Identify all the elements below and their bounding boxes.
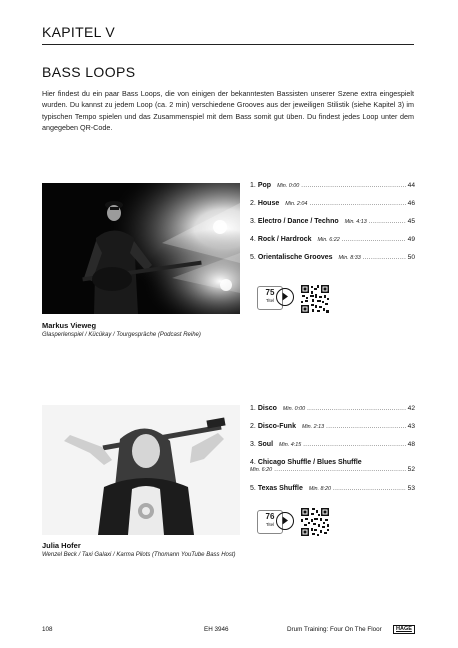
track-list: [250, 182, 415, 272]
leader-dots: [309, 201, 405, 207]
portrait-photo-illustration: [42, 405, 240, 535]
track-number: 2.: [250, 200, 256, 207]
track-page: 49: [407, 236, 415, 243]
track-number: 4.: [250, 236, 256, 243]
leader-dots: [326, 424, 406, 430]
track-timestamp: Min. 4:13: [344, 219, 367, 225]
track-number: 5.: [250, 485, 256, 492]
track-timestamp: Min. 4:15: [279, 442, 302, 448]
track-count: 76: [265, 512, 275, 521]
track-title: Texas Shuffle: [257, 485, 303, 492]
bassist-name: Julia Hofer: [42, 541, 81, 550]
track-title: Disco-Funk: [257, 423, 296, 430]
leader-dots: [369, 219, 406, 225]
track-item[interactable]: [250, 218, 415, 236]
play-icon[interactable]: [276, 512, 294, 530]
track-title: Pop: [257, 182, 272, 189]
concert-photo-illustration: [42, 183, 240, 314]
track-title: Electro / Dance / Techno: [257, 218, 339, 225]
track-page: 44: [407, 182, 415, 189]
track-page: 45: [407, 218, 415, 225]
track-number: 3.: [250, 441, 256, 448]
track-number: 5.: [250, 254, 256, 261]
track-item[interactable]: [250, 236, 415, 254]
leader-dots: [333, 486, 406, 492]
track-page: 50: [407, 254, 415, 261]
publisher-logo: HAGE: [393, 625, 415, 634]
leader-dots: [363, 255, 406, 261]
bassist-name: Markus Vieweg: [42, 321, 97, 330]
track-page: 42: [407, 405, 415, 412]
section-title: BASS LOOPS: [42, 64, 136, 80]
track-item[interactable]: [250, 200, 415, 218]
play-icon[interactable]: [276, 288, 294, 306]
track-item[interactable]: [250, 459, 415, 485]
qr-code-icon[interactable]: [300, 284, 330, 314]
book-title: Drum Training: Four On The Floor: [287, 626, 382, 633]
track-title: Orientalische Grooves: [257, 254, 333, 261]
track-timestamp: Min. 8:33: [338, 255, 361, 261]
track-item[interactable]: [250, 405, 415, 423]
bassist-bands: Wenzel Beck / Taxi Galaxi / Karma Pilots (Thomann YouTube Bass Host): [42, 552, 236, 558]
leader-dots: [274, 467, 405, 473]
track-title: Rock / Hardrock: [257, 236, 312, 243]
track-list: [250, 405, 415, 503]
track-number: 2.: [250, 423, 256, 430]
track-page: 48: [407, 441, 415, 448]
track-title: House: [257, 200, 280, 207]
intro-paragraph: Hier findest du ein paar Bass Loops, die von einigen der bekanntesten Bassisten unserer Szene extra eingespielt wurden. Du kannst zu jedem Loop (ca. 2 min) verschiedene Grooves aus der jeweiligen Stilistik (siehe Kapitel 3) im typischen Tempo spielen und das Zusammenspiel mit dem Bass somit gut üben. Du findest jedes Loop unter dem angegeben QR-Code.: [42, 89, 414, 132]
track-title: Chicago Shuffle / Blues Shuffle: [257, 459, 362, 466]
track-item[interactable]: [250, 485, 415, 503]
page-number: 108: [42, 626, 53, 633]
chapter-heading: KAPITEL V: [42, 24, 115, 40]
track-page: 52: [407, 466, 415, 473]
track-timestamp: Min. 6:22: [317, 237, 340, 243]
bassist-bands: Glasperlenspiel / Kücükay / Tourgespräche (Podcast Reihe): [42, 332, 201, 338]
track-number: 1.: [250, 405, 256, 412]
track-count: 75: [265, 288, 275, 297]
track-page: 43: [407, 423, 415, 430]
track-title: Disco: [257, 405, 277, 412]
track-timestamp: Min. 0:00: [282, 406, 306, 412]
track-number: 3.: [250, 218, 256, 225]
track-timestamp: Min. 8:20: [308, 486, 332, 492]
track-timestamp: Min. 6:20: [250, 467, 273, 473]
leader-dots: [303, 442, 405, 448]
leader-dots: [342, 237, 406, 243]
chapter-divider: [42, 44, 414, 45]
track-count-label: Titel: [265, 522, 275, 527]
track-item[interactable]: [250, 254, 415, 272]
track-title: Soul: [257, 441, 274, 448]
bassist-photo-markus: [42, 183, 240, 314]
bassist-photo-julia: [42, 405, 240, 535]
edition-code: EH 3946: [204, 626, 229, 633]
track-page: 53: [407, 485, 415, 492]
leader-dots: [307, 406, 406, 412]
track-timestamp: Min. 2:04: [285, 201, 308, 207]
track-number: 1.: [250, 182, 256, 189]
track-item[interactable]: [250, 423, 415, 441]
leader-dots: [301, 183, 405, 189]
qr-code-icon[interactable]: [300, 507, 330, 537]
track-item[interactable]: [250, 182, 415, 200]
track-count-label: Titel: [265, 298, 275, 303]
track-timestamp: Min. 2:13: [301, 424, 325, 430]
track-number: 4.: [250, 459, 256, 466]
track-item[interactable]: [250, 441, 415, 459]
track-page: 46: [407, 200, 415, 207]
track-timestamp: Min. 0:00: [277, 183, 300, 189]
